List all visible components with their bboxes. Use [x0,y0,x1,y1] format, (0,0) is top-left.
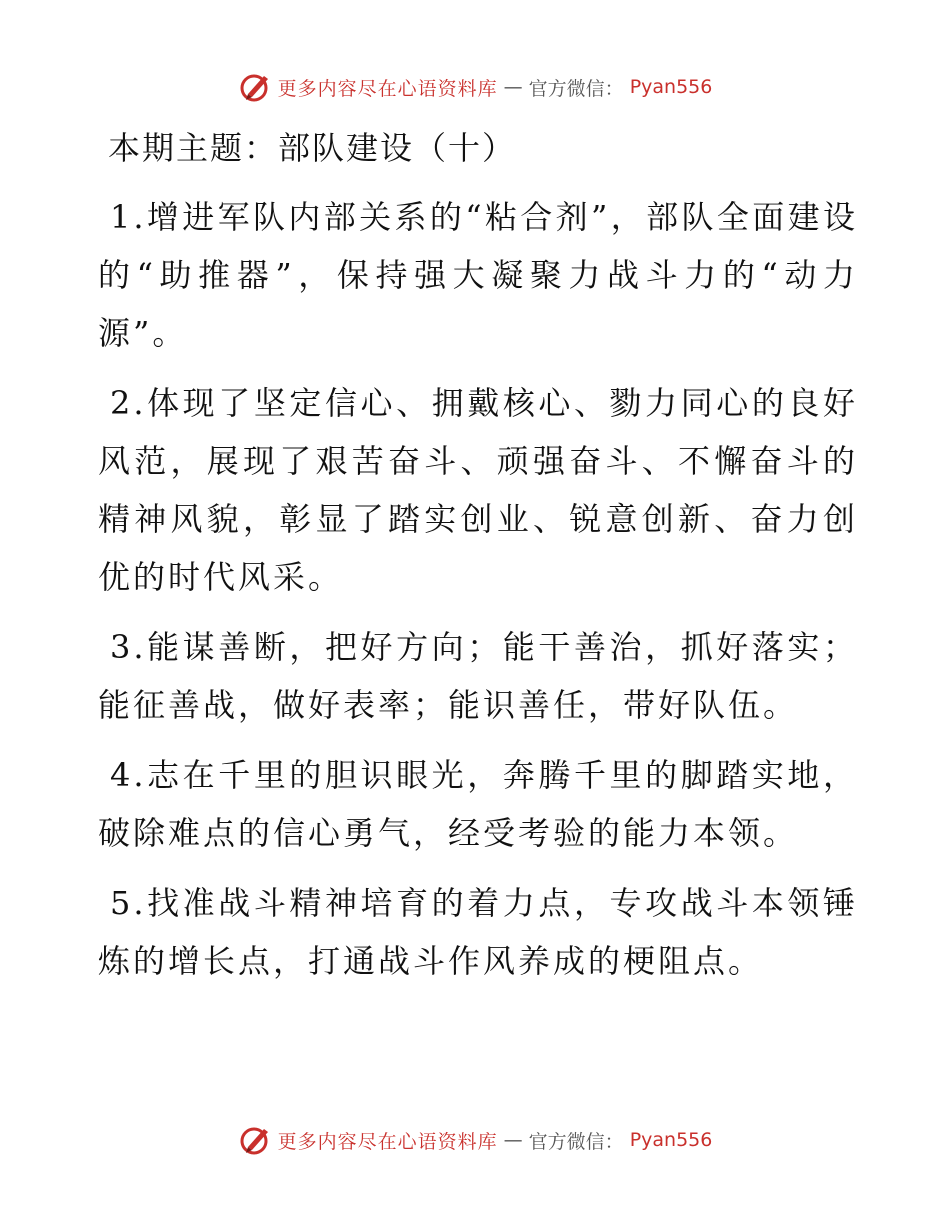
paragraph-4: 4.志在千里的胆识眼光，奔腾千里的脚踏实地，破除难点的信心勇气，经受考验的能力本领。 [98,756,858,852]
watermark-brand: 更多内容尽在心语资料库 [277,77,498,100]
watermark-handle: Pyan556 [629,1129,713,1151]
watermark-handle: Pyan556 [629,76,713,98]
paragraph-2: 2.体现了坚定信心、拥戴核心、勠力同心的良好风范，展现了艰苦奋斗、顽强奋斗、不懈奋斗的精神风貌，彰显了踏实创业、锐意创新、奋力创优的时代风采。 [98,384,858,596]
header-watermark [0,70,950,104]
pen-logo-icon [238,1123,272,1157]
pen-logo-icon [238,70,272,104]
watermark-label: 官方微信： [528,77,624,100]
watermark-brand: 更多内容尽在心语资料库 [277,1130,498,1153]
document-body [98,120,858,1002]
watermark-dash: — [503,1129,523,1151]
paragraph-1: 1.增进军队内部关系的“粘合剂”，部队全面建设的“助推器”，保持强大凝聚力战斗力的“动力源”。 [98,198,858,352]
watermark-dash: — [503,76,523,98]
watermark-label: 官方微信： [528,1130,624,1153]
footer-watermark [0,1123,950,1157]
paragraph-3: 3.能谋善断，把好方向；能干善治，抓好落实；能征善战，做好表率；能识善任，带好队伍。 [98,628,858,724]
paragraph-5: 5.找准战斗精神培育的着力点，专攻战斗本领锤炼的增长点，打通战斗作风养成的梗阻点。 [98,884,858,980]
page-title: 本期主题：部队建设（十） [108,129,517,167]
